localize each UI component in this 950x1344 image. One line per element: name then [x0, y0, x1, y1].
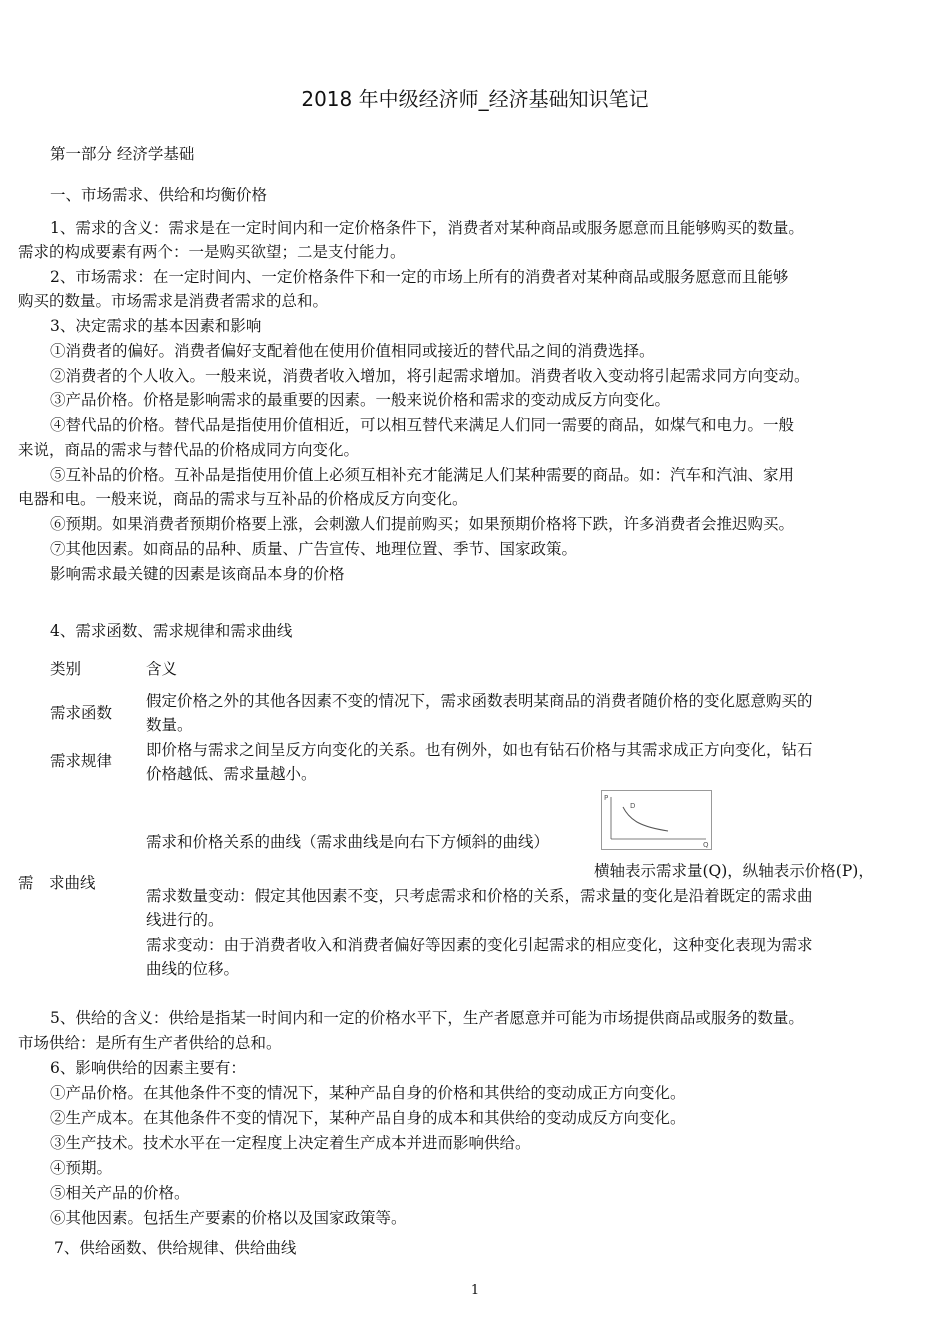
chart-label-q: Q: [703, 841, 709, 849]
paragraph-demand-function-heading: 4、需求函数、需求规律和需求曲线: [50, 622, 293, 640]
list-item-factor-6: ⑥预期。如果消费者预期价格要上涨，会刺激人们提前购买；如果预期价格将下跌，许多消费者会推迟购买。: [50, 515, 795, 533]
table-row-label-demand-curve: 需 求曲线: [18, 874, 96, 892]
table-row-label-demand-function: 需求函数: [50, 704, 113, 722]
demand-curve-line: [623, 807, 668, 831]
table-cell-demand-law: 即价格与需求之间呈反方向变化的关系。也有例外，如也有钻石价格与其需求成正方向变化，钻石: [146, 741, 813, 759]
list-item-factor-4: ④替代品的价格。替代品是指使用价值相近，可以相互替代来满足人们同一需要的商品，如煤气和电力。一般: [50, 416, 795, 434]
list-item-factor-2: ②消费者的个人收入。一般来说，消费者收入增加，将引起需求增加。消费者收入变动将引起需求同方向变动。: [50, 367, 810, 385]
demand-curve-figure: [601, 790, 712, 850]
paragraph-supply-factors-heading: 6、影响供给的因素主要有：: [50, 1059, 246, 1077]
document-title: 2018 年中级经济师_经济基础知识笔记: [301, 87, 649, 111]
part-heading: 第一部分 经济学基础: [50, 145, 195, 163]
paragraph-key-factor: 影响需求最关键的因素是该商品本身的价格: [50, 565, 345, 583]
paragraph-demand-definition-cont: 需求的构成要素有两个：一是购买欲望；二是支付能力。: [18, 243, 406, 261]
list-item-supply-factor-2: ②生产成本。在其他条件不变的情况下，某种产品自身的成本和其供给的变动成反方向变化。: [50, 1109, 686, 1127]
list-item-factor-7: ⑦其他因素。如商品的品种、质量、广告宣传、地理位置、季节、国家政策。: [50, 540, 578, 558]
chart-label-p: P: [604, 794, 609, 802]
table-cell-quantity-change: 需求数量变动：假定其他因素不变，只考虑需求和价格的关系，需求量的变化是沿着既定的需求曲: [146, 887, 813, 905]
list-item-factor-3: ③产品价格。价格是影响需求的最重要的因素。一般来说价格和需求的变动成反方向变化。: [50, 391, 671, 409]
paragraph-demand-factors-heading: 3、决定需求的基本因素和影响: [50, 317, 262, 335]
paragraph-market-demand: 2、市场需求：在一定时间内、一定价格条件下和一定的市场上所有的消费者对某种商品或服务愿意而且能够: [50, 268, 789, 286]
list-item-factor-5-cont: 电器和电。一般来说，商品的需求与互补品的价格成反方向变化。: [18, 490, 468, 508]
chart-label-d: D: [630, 802, 636, 810]
table-header-category: 类别: [50, 660, 82, 678]
table-cell-axis-text: 横轴表示需求量(Q)，纵轴表示价格(P)，: [594, 862, 874, 880]
table-cell-demand-function: 假定价格之外的其他各因素不变的情况下，需求函数表明某商品的消费者随价格的变化愿意购买的: [146, 692, 813, 710]
table-cell-quantity-change-cont: 线进行的。: [146, 911, 224, 929]
list-item-factor-4-cont: 来说，商品的需求与替代品的价格成同方向变化。: [18, 441, 360, 459]
paragraph-supply-function-heading: 7、供给函数、供给规律、供给曲线: [54, 1239, 297, 1257]
list-item-supply-factor-6: ⑥其他因素。包括生产要素的价格以及国家政策等。: [50, 1209, 407, 1227]
paragraph-market-demand-cont: 购买的数量。市场需求是消费者需求的总和。: [18, 292, 329, 310]
section-heading: 一、市场需求、供给和均衡价格: [50, 186, 268, 204]
paragraph-supply-definition: 5、供给的含义：供给是指某一时间内和一定的价格水平下，生产者愿意并可能为市场提供商品或服务的数量。: [50, 1009, 804, 1027]
table-cell-demand-function-cont: 数量。: [146, 716, 193, 734]
list-item-supply-factor-4: ④预期。: [50, 1159, 113, 1177]
table-cell-demand-shift-cont: 曲线的位移。: [146, 960, 240, 978]
table-header-meaning: 含义: [146, 660, 178, 678]
list-item-factor-1: ①消费者的偏好。消费者偏好支配着他在使用价值相同或接近的替代品之间的消费选择。: [50, 342, 655, 360]
list-item-factor-5: ⑤互补品的价格。互补品是指使用价值上必须互相补充才能满足人们某种需要的商品。如：汽车和汽油、家用: [50, 466, 795, 484]
demand-curve-svg: [602, 791, 711, 849]
paragraph-supply-definition-cont: 市场供给：是所有生产者供给的总和。: [18, 1034, 282, 1052]
table-row-label-demand-law: 需求规律: [50, 752, 113, 770]
table-cell-demand-shift: 需求变动：由于消费者收入和消费者偏好等因素的变化引起需求的相应变化，这种变化表现为需求: [146, 936, 813, 954]
page-number: 1: [470, 1283, 480, 1298]
table-cell-demand-law-cont: 价格越低、需求量越小。: [146, 765, 317, 783]
list-item-supply-factor-1: ①产品价格。在其他条件不变的情况下，某种产品自身的价格和其供给的变动成正方向变化。: [50, 1084, 686, 1102]
paragraph-demand-definition: 1、需求的含义：需求是在一定时间内和一定价格条件下，消费者对某种商品或服务愿意而且能够购买的数量。: [50, 219, 804, 237]
list-item-supply-factor-5: ⑤相关产品的价格。: [50, 1184, 190, 1202]
table-cell-demand-curve-text: 需求和价格关系的曲线（需求曲线是向右下方倾斜的曲线）: [146, 833, 550, 851]
list-item-supply-factor-3: ③生产技术。技术水平在一定程度上决定着生产成本并进而影响供给。: [50, 1134, 531, 1152]
